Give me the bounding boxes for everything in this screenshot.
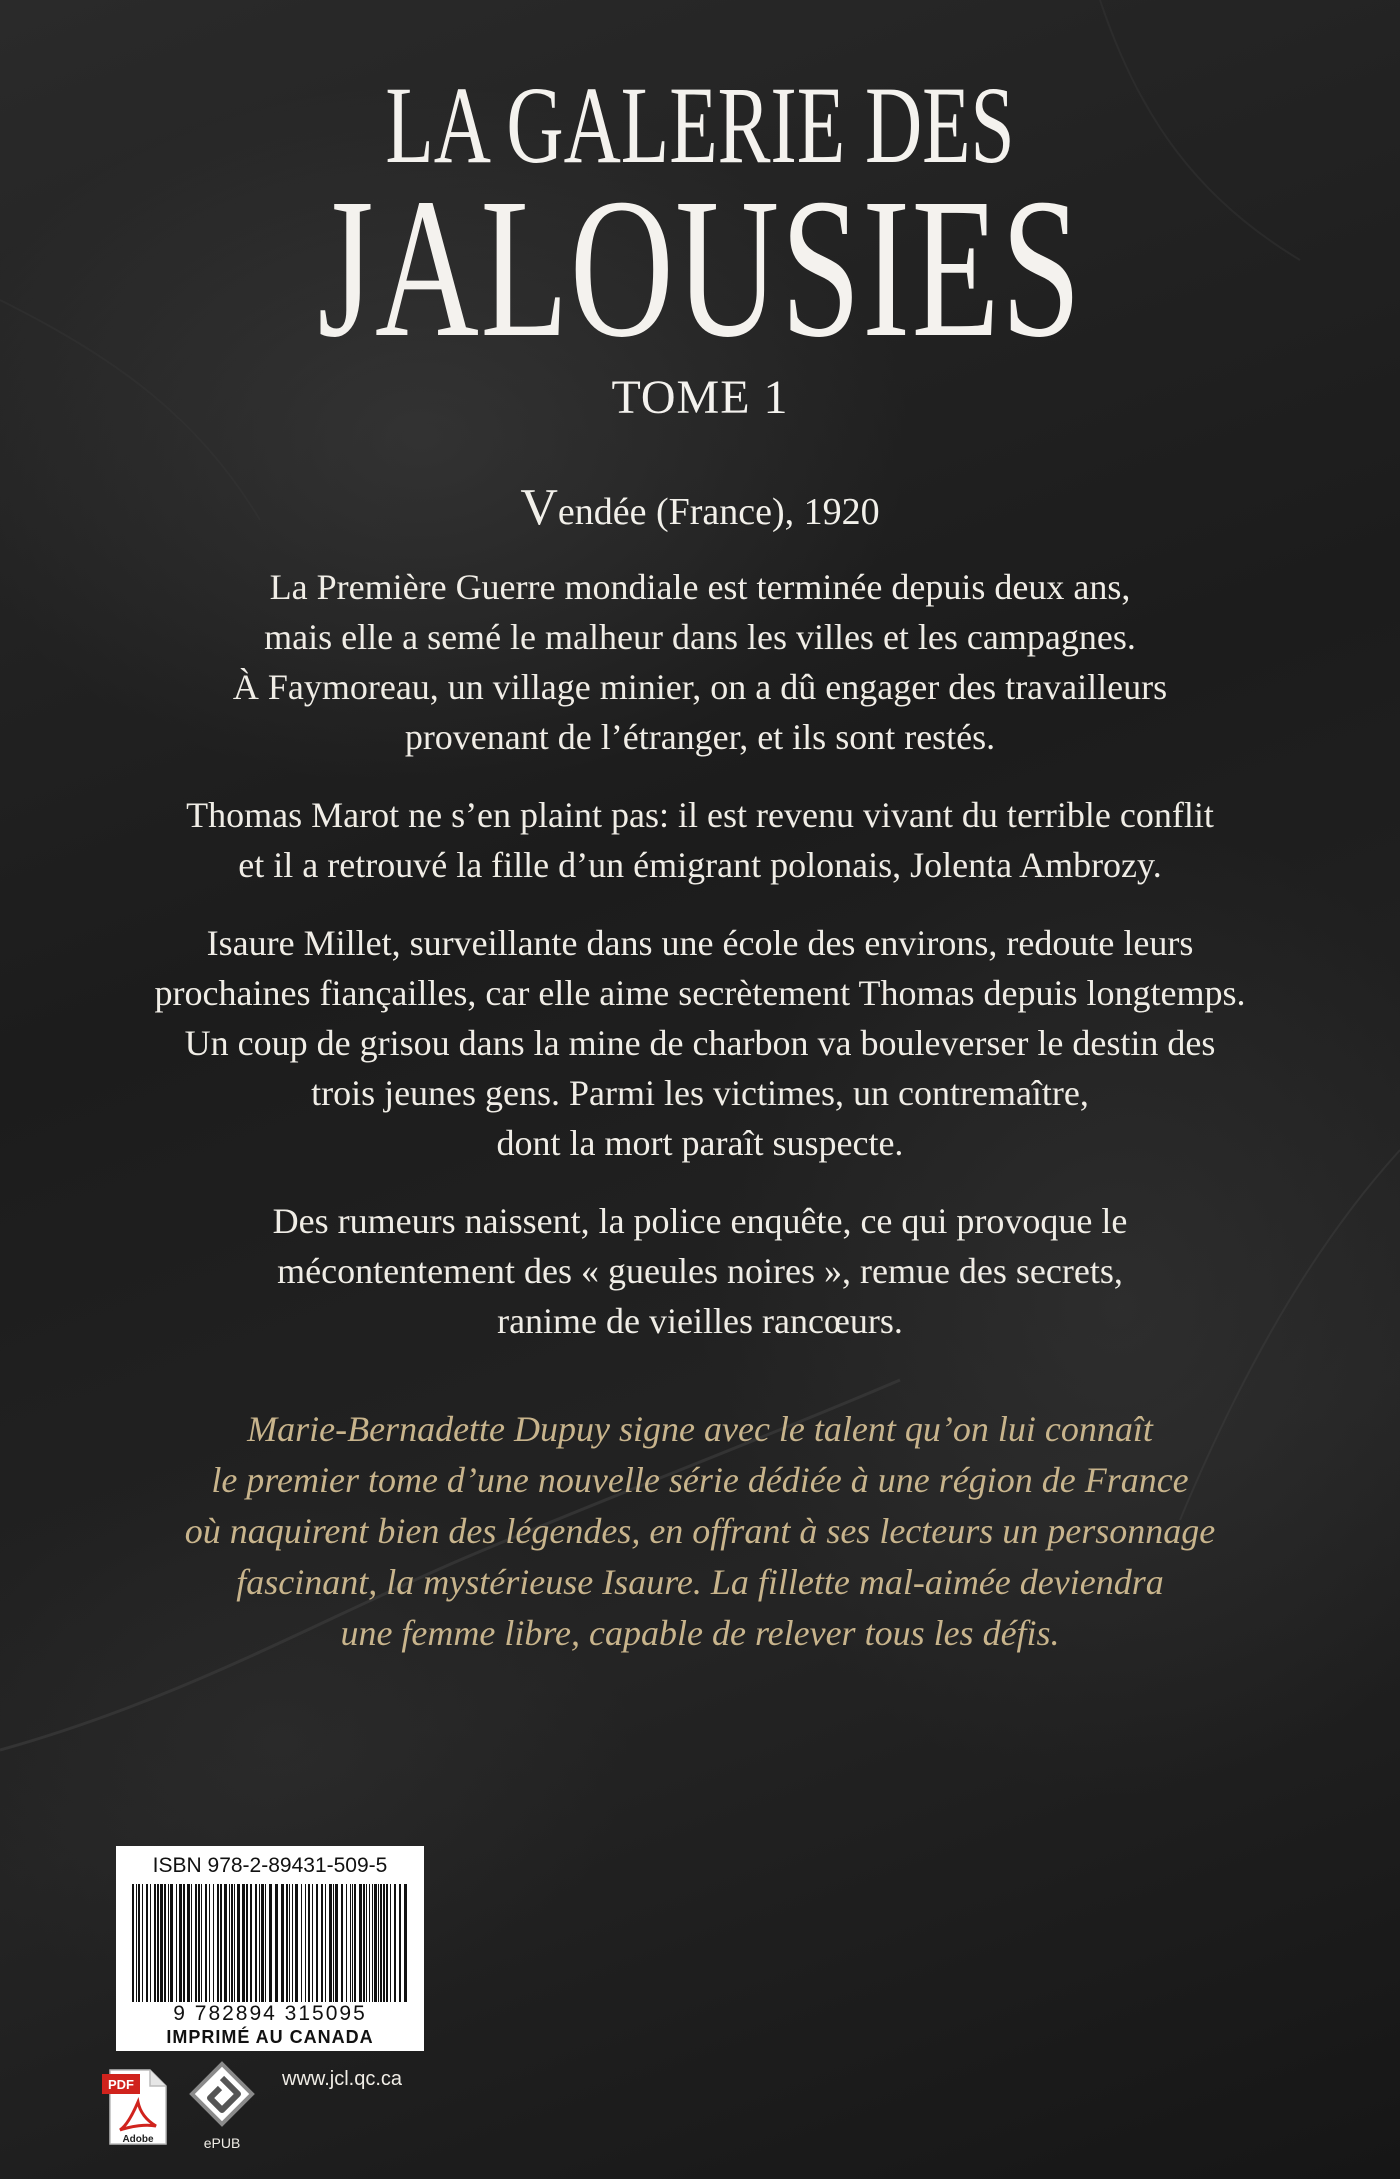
barcode-bar: [160, 1884, 163, 2002]
barcode-bar: [246, 1884, 248, 2002]
barcode-bar: [187, 1884, 190, 2002]
text-line: Thomas Marot ne s’en plaint pas: il est revenu vivant du terrible conflit: [186, 795, 1214, 835]
synopsis-paragraph-4: [60, 1196, 1340, 1346]
barcode-bar: [176, 1884, 177, 2002]
setting-initial: V: [520, 479, 558, 536]
barcode-bar: [301, 1884, 302, 2002]
barcode-bar: [142, 1884, 143, 2002]
isbn-barcode-panel: [116, 1846, 424, 2051]
barcode-bar: [383, 1884, 385, 2002]
blurb-line: Marie-Bernadette Dupuy signe avec le talent qu’on lui connaît: [247, 1409, 1153, 1449]
barcode-bar: [281, 1884, 284, 2002]
title-line-1: LA GALERIE DES: [385, 64, 1015, 186]
barcode-bars: [130, 1884, 410, 2006]
blurb-line: où naquirent bien des légendes, en offrant à ses lecteurs un personnage: [184, 1511, 1216, 1551]
barcode-bar: [234, 1884, 235, 2002]
book-title: [0, 64, 1400, 428]
printed-in-label: IMPRIMÉ AU CANADA: [166, 2027, 374, 2047]
barcode-bar: [286, 1884, 288, 2002]
barcode-bar: [164, 1884, 166, 2002]
barcode-bar: [312, 1884, 313, 2002]
barcode-bar: [366, 1884, 367, 2002]
text-line: Des rumeurs naissent, la police enquête, ce qui provoque le: [272, 1201, 1128, 1241]
barcode-bar: [150, 1884, 151, 2002]
barcode-bar: [289, 1884, 290, 2002]
barcode-bar: [305, 1884, 306, 2002]
barcode-bar: [269, 1884, 272, 2002]
barcode-bar: [265, 1884, 266, 2002]
barcode-bar: [231, 1884, 233, 2002]
text-line: Un coup de grisou dans la mine de charbon va bouleverser le destin des: [184, 1023, 1216, 1063]
barcode-bar: [329, 1884, 332, 2002]
barcode-bar: [209, 1884, 210, 2002]
title-line-2: JALOUSIES: [317, 158, 1083, 379]
barcode-bar: [136, 1884, 137, 2002]
barcode-bar: [352, 1884, 353, 2002]
barcode-bar: [259, 1884, 260, 2002]
epub-icon: [186, 2060, 258, 2156]
barcode-bar: [374, 1884, 377, 2002]
barcode-bar: [157, 1884, 159, 2002]
barcode-bar: [292, 1884, 293, 2002]
barcode-bar: [321, 1884, 323, 2002]
barcode-bar: [369, 1884, 370, 2002]
barcode-bar: [386, 1884, 388, 2002]
barcode-bar: [380, 1884, 382, 2002]
barcode-bar: [224, 1884, 227, 2002]
barcode-bar: [229, 1884, 230, 2002]
barcode-bar: [138, 1884, 140, 2002]
barcode-bar: [168, 1884, 169, 2002]
synopsis-paragraph-2: [60, 790, 1340, 890]
pdf-adobe-icon: [102, 2066, 170, 2146]
barcode-bar: [195, 1884, 197, 2002]
volume-label: TOME 1: [611, 371, 789, 424]
barcode-bar: [132, 1884, 134, 2002]
barcode-bar: [295, 1884, 298, 2002]
barcode-bar: [250, 1884, 252, 2002]
barcode-bar: [335, 1884, 338, 2002]
text-line: mécontentement des « gueules noires », remue des secrets,: [277, 1251, 1123, 1291]
barcode-bar: [404, 1884, 407, 2002]
synopsis-paragraph-3: [60, 918, 1340, 1168]
barcode-bar: [346, 1884, 347, 2002]
barcode-bar: [205, 1884, 207, 2002]
text-line: trois jeunes gens. Parmi les victimes, un contremaître,: [311, 1073, 1089, 1113]
barcode-digits: 9 782894 315095: [173, 2002, 367, 2025]
barcode-bar: [220, 1884, 222, 2002]
pdf-label: PDF: [108, 2077, 134, 2092]
barcode-bar: [359, 1884, 362, 2002]
barcode-bar: [146, 1884, 148, 2002]
barcode-bar: [275, 1884, 278, 2002]
text-line: ranime de vieilles rancœurs.: [497, 1301, 903, 1341]
barcode-bar: [316, 1884, 318, 2002]
text-line: provenant de l’étranger, et ils sont restés.: [404, 717, 996, 757]
barcode-bar: [354, 1884, 356, 2002]
barcode-bar: [390, 1884, 391, 2002]
barcode-bar: [170, 1884, 173, 2002]
setting-heading: [0, 478, 1400, 537]
barcode-bar: [333, 1884, 334, 2002]
author-blurb: [60, 1404, 1340, 1659]
barcode-bar: [308, 1884, 310, 2002]
text-line: À Faymoreau, un village minier, on a dû engager des travailleurs: [232, 667, 1168, 707]
barcode-bar: [378, 1884, 379, 2002]
barcode-bar: [242, 1884, 245, 2002]
barcode-bar: [183, 1884, 185, 2002]
text-line: Isaure Millet, surveillante dans une école des environs, redoute leurs: [206, 923, 1194, 963]
barcode-bar: [350, 1884, 351, 2002]
adobe-label: Adobe: [122, 2134, 154, 2145]
barcode-bar: [255, 1884, 257, 2002]
text-line: et il a retrouvé la fille d’un émigrant polonais, Jolenta Ambrozy.: [238, 845, 1162, 885]
barcode-bar: [363, 1884, 365, 2002]
barcode-bar: [341, 1884, 343, 2002]
barcode-bar: [191, 1884, 192, 2002]
barcode-bar: [325, 1884, 326, 2002]
blurb-line: fascinant, la mystérieuse Isaure. La fillette mal-aimée deviendra: [236, 1562, 1164, 1602]
barcode-bar: [237, 1884, 240, 2002]
blurb-line: le premier tome d’une nouvelle série dédiée à une région de France: [211, 1460, 1189, 1500]
setting-rest: endée (France), 1920: [557, 491, 880, 533]
text-line: mais elle a semé le malheur dans les villes et les campagnes.: [264, 617, 1136, 657]
barcode-bar: [394, 1884, 396, 2002]
blurb-line: une femme libre, capable de relever tous les défis.: [340, 1613, 1060, 1653]
publisher-url[interactable]: www.jcl.qc.ca: [282, 2068, 403, 2090]
synopsis-paragraph-1: [60, 562, 1340, 762]
barcode-bar: [213, 1884, 214, 2002]
barcode-bar: [261, 1884, 264, 2002]
isbn-label: ISBN 978-2-89431-509-5: [152, 1854, 388, 1877]
barcode-bar: [179, 1884, 182, 2002]
text-line: prochaines fiançailles, car elle aime secrètement Thomas depuis longtemps.: [154, 973, 1246, 1013]
barcode-bar: [217, 1884, 219, 2002]
barcode-bar: [198, 1884, 200, 2002]
barcode-bar: [154, 1884, 156, 2002]
barcode-bar: [201, 1884, 202, 2002]
epub-label: ePUB: [203, 2135, 241, 2151]
text-line: La Première Guerre mondiale est terminée depuis deux ans,: [269, 567, 1131, 607]
barcode-bar: [372, 1884, 373, 2002]
text-line: dont la mort paraît suspecte.: [496, 1123, 904, 1163]
barcode-bar: [399, 1884, 401, 2002]
